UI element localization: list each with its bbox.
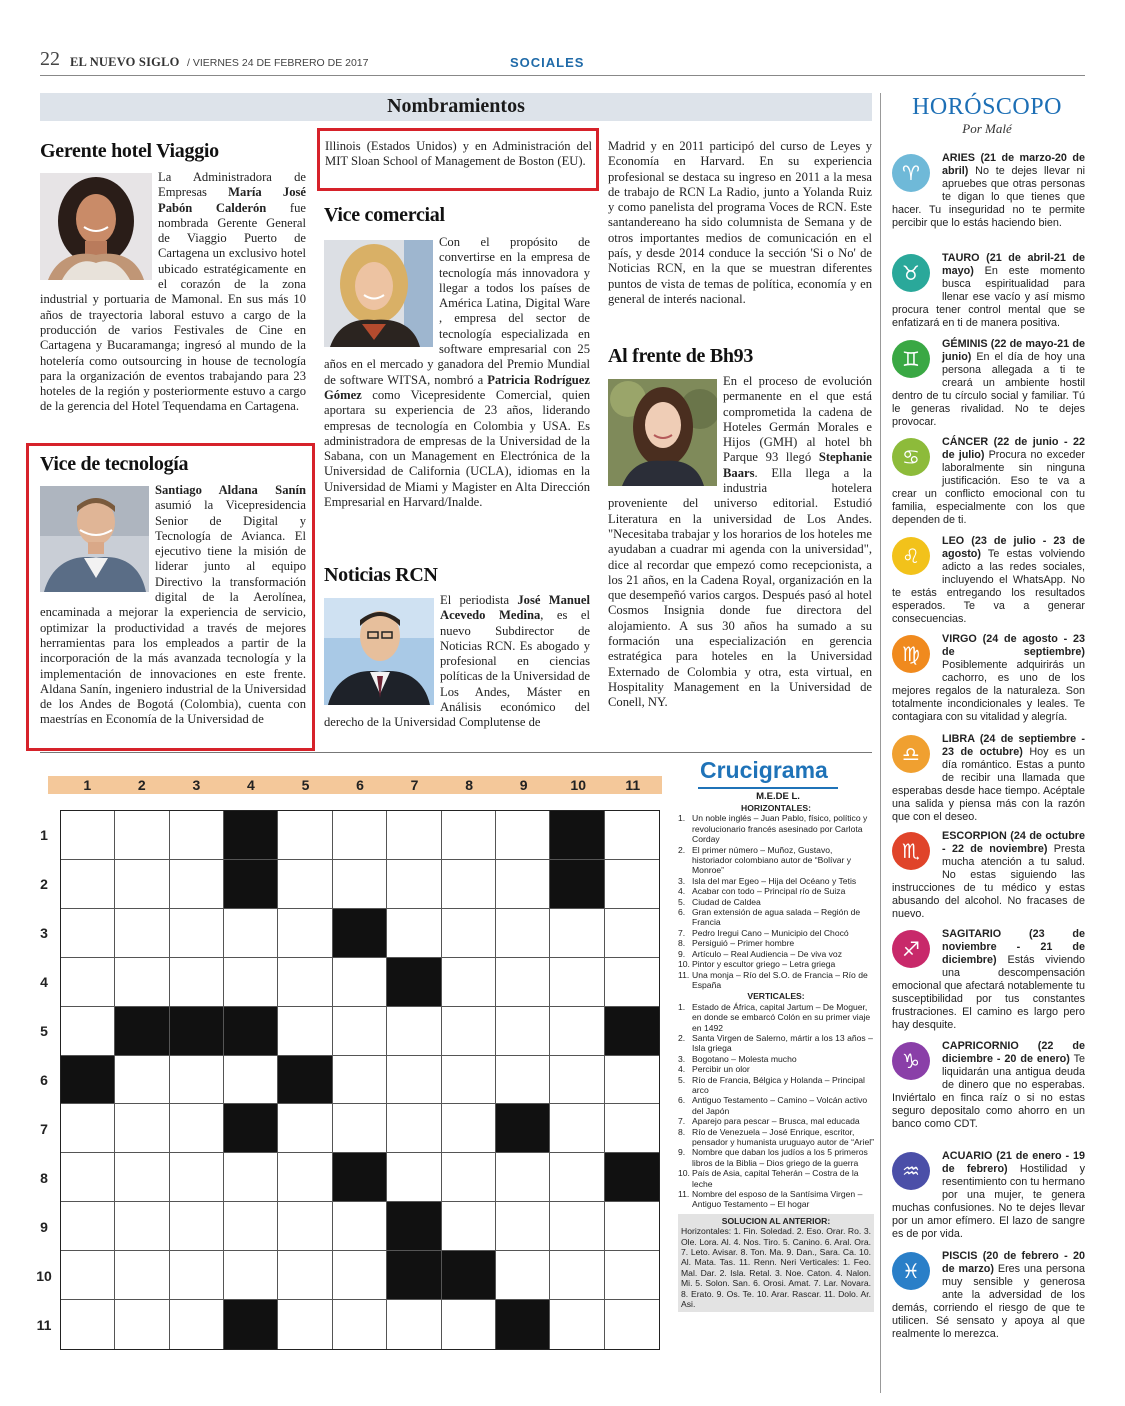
crossword-cell[interactable] — [496, 1251, 550, 1300]
crossword-cell[interactable] — [61, 1104, 115, 1153]
crossword-cell[interactable] — [442, 1104, 496, 1153]
crossword-cell[interactable] — [278, 811, 332, 860]
section-banner-title: Nombramientos — [387, 95, 525, 117]
crossword-clue — [678, 907, 874, 928]
crossword-cell[interactable] — [605, 811, 659, 860]
crossword-cell[interactable] — [605, 909, 659, 958]
clue-text: Persiguió – Primer hombre — [692, 938, 795, 949]
crossword-row-number: 8 — [40, 1170, 48, 1187]
crossword-cell[interactable] — [442, 1153, 496, 1202]
crossword-column-number: 4 — [247, 777, 255, 793]
crossword-cell[interactable] — [224, 1251, 278, 1300]
crossword-row-number: 9 — [40, 1219, 48, 1236]
issue-date: / VIERNES 24 DE FEBRERO DE 2017 — [187, 57, 369, 69]
crossword-cell[interactable] — [115, 958, 169, 1007]
crossword-row-number: 10 — [36, 1268, 52, 1285]
article-body: En el proceso de evolución permanente en el que está comprometida la cadena de Hoteles Germán Morales e Hijos (GMH) al hotel bh Parque 93 llegó Stephanie Baars. Ella llega a la industria hotelera proveniente del universo editorial. Estudió Literatura en la universidad de Los Andes. "Necesitaba trabajar y los horarios de los hoteles me ayudaban a cuadrar mi agenda con la universidad", dice al recordar que empezó como recepcionista, a los 21 años, en la Cadena Royal, organización en la que desempeñó varios cargos. Después pasó al hotel Cosmos Insignia donde fue directora del alojamiento. A sus 30 años ha sumado a su formación una especialización en gerencia estratégica para hoteles en la Universidad Externado de Colombia y otra, esta virtual, en Hospitality Management en la Universidad de Conell, NY. — [608, 374, 872, 710]
crossword-cell[interactable] — [387, 1153, 441, 1202]
crossword-cell[interactable] — [61, 1007, 115, 1056]
crossword-cell[interactable] — [333, 1007, 387, 1056]
crossword-cell[interactable] — [115, 1153, 169, 1202]
clues-vertical-title: VERTICALES: — [747, 991, 805, 1002]
crossword-cell[interactable] — [170, 1056, 224, 1105]
solution-box — [678, 1214, 874, 1312]
crossword-cell[interactable] — [605, 1056, 659, 1105]
crossword-clue — [678, 1189, 874, 1210]
article-heading: Vice de tecnología — [40, 453, 189, 475]
crossword-cell[interactable] — [605, 1300, 659, 1349]
clue-number: 10. — [678, 1168, 690, 1179]
crossword-cell[interactable] — [496, 1202, 550, 1251]
crossword-cell[interactable] — [550, 1056, 604, 1105]
crossword-column-number: 11 — [625, 777, 641, 793]
clue-text: Isla del mar Egeo – Hija del Océano y Tetis — [692, 875, 857, 886]
crossword-clue — [678, 1075, 874, 1096]
section-rule — [40, 752, 872, 753]
crossword-cell[interactable] — [442, 958, 496, 1007]
crossword-cell[interactable] — [550, 1104, 604, 1153]
newspaper-name: EL NUEVO SIGLO — [70, 55, 180, 69]
gemini-icon: ♊ — [892, 340, 930, 378]
crossword-cell[interactable] — [442, 811, 496, 860]
clue-number: 10. — [678, 959, 690, 970]
crossword-row-numbers — [30, 810, 58, 1350]
crossword-clue — [678, 938, 874, 948]
crossword-black-cell — [387, 1251, 441, 1300]
horoscope-entry: ACUARIO (21 de enero - 19 de febrero) Hostilidad y resentimiento con tu hermano por una mujer, te genera muchas confusiones. No te dejes llevar por un amor efímero. El lazo de sangre es de por vida. — [892, 1150, 1085, 1240]
crossword-cell[interactable] — [170, 1251, 224, 1300]
clue-text: Antiguo Testamento – Camino – Volcán activo del Japón — [692, 1095, 868, 1116]
clue-text: Río de Francia, Bélgica y Holanda – Principal arco — [692, 1074, 865, 1095]
horoscope-entry: PISCIS (20 de febrero - 20 de marzo) Eres una persona muy sensible y generosa ante la adversidad de los demás, corriendo el riesgo de que te utilicen. Sé sensato y apoya al que realmente lo merezca. — [892, 1250, 1085, 1340]
clues-horizontal-title: HORIZONTALES: — [740, 803, 812, 813]
crossword-black-cell — [278, 1056, 332, 1105]
crossword-cell[interactable] — [278, 1153, 332, 1202]
clue-text: Nombre que daban los judíos a los 5 primeros libros de la Biblia – Dios griego de la guerra — [692, 1147, 868, 1168]
horoscope-byline: Por Malé — [962, 121, 1012, 136]
clue-number: 6. — [678, 1095, 686, 1106]
article-continuation: Illinois (Estados Unidos) y en Administración del MIT Sloan School of Management de Boston (EU). — [325, 139, 592, 169]
sagittarius-icon: ♐ — [892, 930, 930, 968]
crossword-cell[interactable] — [170, 811, 224, 860]
crossword-cell[interactable] — [224, 1056, 278, 1105]
crossword-cell[interactable] — [278, 1104, 332, 1153]
clue-number: 7. — [678, 1116, 686, 1127]
clue-text: Ciudad de Caldea — [692, 896, 761, 907]
crossword-column-number: 8 — [465, 777, 473, 793]
crossword-cell[interactable] — [278, 1007, 332, 1056]
article-heading: Vice comercial — [324, 204, 445, 226]
crossword-column-number: 5 — [301, 777, 310, 793]
crossword-cell[interactable] — [387, 811, 441, 860]
clue-text: Acabar con todo – Principal río de Suiza — [692, 886, 846, 897]
clue-number: 3. — [678, 875, 686, 886]
crossword-column-number: 3 — [192, 777, 201, 793]
crossword-cell[interactable] — [333, 1056, 387, 1105]
crossword-cell[interactable] — [224, 1202, 278, 1251]
crossword-clue — [678, 1033, 874, 1054]
clue-number: 11. — [678, 969, 690, 980]
crossword-cell[interactable] — [333, 1202, 387, 1251]
crossword-row-number: 3 — [40, 924, 48, 941]
crossword-cell[interactable] — [496, 958, 550, 1007]
clue-text: Río de Venezuela – José Enrique, escritor, pensador y humanista uruguayo autor de “Ariel” — [692, 1126, 875, 1147]
horoscope-title: HORÓSCOPO — [912, 94, 1062, 120]
crossword-clue — [678, 845, 874, 876]
crossword-cell[interactable] — [278, 909, 332, 958]
crossword-cell[interactable] — [115, 1300, 169, 1349]
clue-text: País de Asia, capital Teherán – Costra de la leche — [692, 1168, 859, 1189]
horoscope-entry: GÉMINIS (22 de mayo-21 de junio) En el día de hoy una persona allegada a ti te creará un ambiente hostil dentro de tu círculo social y familiar. Tú le generas rivalidad. No te dejes provocar. — [892, 338, 1085, 428]
crossword-cell[interactable] — [170, 860, 224, 909]
crossword-cell[interactable] — [550, 1153, 604, 1202]
crossword-cell[interactable] — [387, 1300, 441, 1349]
crossword-author: M.E.DE L. — [756, 791, 800, 802]
crossword-cell[interactable] — [61, 1251, 115, 1300]
clue-number: 11. — [678, 1189, 690, 1200]
crossword-cell[interactable] — [115, 1104, 169, 1153]
article-continuation: Madrid y en 2011 participó del curso de Leyes y Economía en Harvard. En su experiencia profesional se destaca su ingreso en 2011 a la mesa de trabajo de RCN La Radio, junto a Yolanda Ruiz y como panelista del programa Voces de RCN. Este santandereano ha sido columnista de Semana y de otros importantes medios de comunicación en el país, y desde 2014 conduce la sección 'Si o No' de Noticias RCN, en la que se muestran diferentes puntos de vista de temas de política, economía y en general de interés nacional. — [608, 139, 872, 306]
article-body: Santiago Aldana Sanín asumió la Vicepresidencia Senior de Digital y Tecnología de Avianca. El ejecutivo tiene la misión de liderar junto al equipo Directivo la transformación digital de la Aerolínea, encaminada a mejorar la experiencia de servicio, optimizar la productividad a través de mejores herramientas para los empleados a partir de la incorporación de la más avanzada tecnología y la implementación de innovaciones en este frente. Aldana Sanín, ingeniero industrial de la Universidad de los Andes de Bogotá (Colombia), cuenta con maestrías en Economía de la Universidad de — [40, 483, 306, 727]
crossword-cell[interactable] — [61, 811, 115, 860]
crossword-black-cell — [605, 1153, 659, 1202]
clue-number: 4. — [678, 886, 686, 897]
crossword-cell[interactable] — [224, 909, 278, 958]
crossword-cell[interactable] — [278, 1251, 332, 1300]
crossword-cell[interactable] — [442, 1007, 496, 1056]
solution-text: Horizontales: 1. Fin. Soledad. 2. Eso. Orar. Ro. 3. Ole. Lora. Al. 4. Nos. Tiro. 5. Canino. 6. Aral. Ora. 7. Leto. Avisar. 8. Ton. Ma. 9. Dan., Sara. Ca. 10. Al. Mata. Tas. 11. Renn. Neri Verticales: 1. Feo. Mal. Dar. 2. Isla. Retal. 3. Noe. Caton. 4. Nalon. Mi. 5. Solon. San. 6. Orosi. Amat. 7. Lar. Novara. 8. Erato. 9. Os. Te. 10. Arar. Rascar. 11. Dolo. Ar. Asi. — [681, 1226, 871, 1310]
crossword-cell[interactable] — [387, 1104, 441, 1153]
crossword-black-cell — [333, 909, 387, 958]
clue-text: Artículo – Real Audiencia – De viva voz — [692, 948, 842, 959]
clue-number: 2. — [678, 1032, 686, 1043]
page-number: 22 — [40, 48, 60, 70]
crossword-cell[interactable] — [278, 1300, 332, 1349]
crossword-clue — [678, 1002, 874, 1033]
crossword-black-cell — [61, 1056, 115, 1105]
crossword-clue — [678, 1116, 874, 1126]
crossword-cell[interactable] — [333, 1300, 387, 1349]
horoscope-entry: CAPRICORNIO (22 de diciembre - 20 de enero) Te liquidarán una antigua deuda de dinero que no esperabas. Inviértalo en finca raíz o si no estas seguro depositalo como ahorro en un banco como CDT. — [892, 1040, 1085, 1130]
crossword-cell[interactable] — [278, 1202, 332, 1251]
crossword-cell[interactable] — [170, 1104, 224, 1153]
crossword-cell[interactable] — [442, 909, 496, 958]
crossword-clue — [678, 876, 874, 886]
crossword-cell[interactable] — [496, 860, 550, 909]
crossword-row-number: 2 — [40, 875, 48, 892]
crossword-cell[interactable] — [115, 1251, 169, 1300]
pisces-icon: ♓ — [892, 1252, 930, 1290]
clue-number: 8. — [678, 938, 686, 949]
crossword-cell[interactable] — [496, 1007, 550, 1056]
clue-number: 9. — [678, 948, 686, 959]
crossword-cell[interactable] — [170, 1202, 224, 1251]
article-heading: Al frente de Bh93 — [608, 345, 754, 367]
crossword-cell[interactable] — [605, 1251, 659, 1300]
crossword-cell[interactable] — [550, 1007, 604, 1056]
crossword-clue — [678, 1064, 874, 1074]
article-body: El periodista José Manuel Acevedo Medina, es el nuevo Subdirector de Noticias RCN. Es abogado y profesional en ciencias políticas de la Universidad de Los Andes, Máster en Análisis económico del derecho de la Universidad Complutense de — [324, 593, 590, 730]
crossword-cell[interactable] — [333, 958, 387, 1007]
clue-text: Santa Virgen de Salerno, mártir a los 13 años – Isla griega — [692, 1032, 873, 1054]
crossword-black-cell — [442, 1251, 496, 1300]
crossword-cell[interactable] — [61, 1202, 115, 1251]
horoscope-entry: SAGITARIO (23 de noviembre - 21 de diciembre) Estás viviendo una descompensación emocional que afectará notablemente tu susceptibilidad por tus constantes frustraciones. El camino es largo pero hay desquite. — [892, 928, 1085, 1031]
clue-text: Aparejo para pescar – Brusca, mal educada — [692, 1116, 860, 1127]
taurus-icon: ♉ — [892, 254, 930, 292]
crossword-clue — [678, 897, 874, 907]
crossword-clue — [678, 1168, 874, 1189]
crossword-title-underline — [698, 787, 838, 789]
crossword-column-number: 9 — [519, 777, 528, 793]
crossword-cell[interactable] — [170, 1300, 224, 1349]
crossword-black-cell — [333, 1153, 387, 1202]
clue-number: 7. — [678, 927, 686, 938]
crossword-row-number: 11 — [36, 1317, 52, 1334]
clue-number: 5. — [678, 1074, 686, 1085]
crossword-clue — [678, 813, 874, 844]
clue-text: El primer número – Muñoz, Gustavo, historiador colombiano autor de “Bolívar y Monroe” — [692, 844, 852, 876]
crossword-black-cell — [605, 1007, 659, 1056]
horoscope-entry: LEO (23 de julio - 23 de agosto) Te estas volviendo adicto a las redes sociales, incluyendo el WhatsApp. No te estás entregando los resultados esperados. Te va a generar consecuencias. — [892, 535, 1085, 625]
crossword-cell[interactable] — [550, 1202, 604, 1251]
article-heading: Noticias RCN — [324, 564, 438, 586]
crossword-black-cell — [224, 1300, 278, 1349]
aquarius-icon: ♒ — [892, 1152, 930, 1190]
clue-text: Bogotano – Molesta mucho — [692, 1053, 797, 1064]
crossword-cell[interactable] — [550, 958, 604, 1007]
crossword-cell[interactable] — [550, 909, 604, 958]
crossword-cell[interactable] — [170, 958, 224, 1007]
clue-number: 9. — [678, 1147, 686, 1158]
scorpio-icon: ♏ — [892, 832, 930, 870]
article-body: La Administradora de Empresas María José Pabón Calderón fue nombrada Gerente General de Viaggio Puerto de Cartagena un exclusivo hotel ubicado estratégicamente en el corazón de la zona industrial y portuaria de Mamonal. En sus más 10 años de trayectoria laboral estuvo a cargo de la producción de varios Festivales de Cine en Cartagena y Bucaramanga; ingresó al mundo de la hotelería como outsourcing in house de tecnología para la organización de eventos trabajando para 23 hoteles de la región y posteriormente estuvo a cargo de la gerencia del Hotel Tequendama en Cartagena. — [40, 170, 306, 414]
crossword-cell[interactable] — [550, 1300, 604, 1349]
crossword-cell[interactable] — [224, 1153, 278, 1202]
crossword-cell[interactable] — [496, 1153, 550, 1202]
crossword-cell[interactable] — [61, 1153, 115, 1202]
crossword-cell[interactable] — [605, 1202, 659, 1251]
crossword-black-cell — [224, 811, 278, 860]
virgo-icon: ♍ — [892, 635, 930, 673]
crossword-row-number: 5 — [40, 1022, 48, 1039]
crossword-column-numbers — [60, 776, 660, 794]
crossword-cell[interactable] — [333, 860, 387, 909]
folio-rule — [40, 75, 1085, 76]
clue-number: 1. — [678, 813, 686, 824]
crossword-cell[interactable] — [61, 1300, 115, 1349]
crossword-black-cell — [496, 1300, 550, 1349]
crossword-row-number: 6 — [40, 1072, 48, 1089]
crossword-black-cell — [115, 1007, 169, 1056]
crossword-cell[interactable] — [387, 1056, 441, 1105]
crossword-black-cell — [224, 1104, 278, 1153]
crossword-cell[interactable] — [278, 958, 332, 1007]
crossword-cell[interactable] — [387, 1007, 441, 1056]
crossword-cell[interactable] — [605, 860, 659, 909]
leo-icon: ♌ — [892, 537, 930, 575]
crossword-cell[interactable] — [61, 909, 115, 958]
clue-text: Gran extensión de agua salada – Región de Francia — [692, 907, 861, 928]
crossword-cell[interactable] — [496, 909, 550, 958]
section-name: SOCIALES — [510, 55, 585, 70]
crossword-cell[interactable] — [170, 909, 224, 958]
clue-number: 4. — [678, 1064, 686, 1075]
libra-icon: ♎ — [892, 735, 930, 773]
crossword-cell[interactable] — [605, 958, 659, 1007]
crossword-cell[interactable] — [442, 860, 496, 909]
crossword-cell[interactable] — [61, 958, 115, 1007]
crossword-cell[interactable] — [496, 811, 550, 860]
crossword-black-cell — [550, 811, 604, 860]
crossword-clue — [678, 959, 874, 969]
crossword-black-cell — [387, 1202, 441, 1251]
clue-text: Pintor y escultor griego – Letra griega — [692, 959, 836, 970]
clue-number: 5. — [678, 896, 686, 907]
crossword-clue — [678, 928, 874, 938]
clue-text: Un noble inglés – Juan Pablo, físico, político y revolucionario francés asesinado por Carlota Corday — [692, 813, 868, 845]
crossword-title: Crucigrama — [700, 757, 828, 783]
clue-text: Una monja – Río del S.O. de Francia – Río de España — [692, 969, 868, 990]
aries-icon: ♈ — [892, 154, 930, 192]
crossword-column-number: 7 — [410, 777, 419, 793]
crossword-cell[interactable] — [115, 860, 169, 909]
crossword-cell[interactable] — [115, 909, 169, 958]
column-divider-right — [880, 93, 881, 1393]
crossword-column-number: 1 — [83, 777, 92, 793]
crossword-clues — [678, 803, 874, 1312]
crossword-cell[interactable] — [442, 1300, 496, 1349]
clue-text: Nombre del esposo de la Santísima Virgen – Antiguo Testamento – El hogar — [692, 1189, 863, 1210]
crossword-cell[interactable] — [115, 1056, 169, 1105]
crossword-black-cell — [496, 1104, 550, 1153]
crossword-clue — [678, 1095, 874, 1116]
crossword-grid[interactable] — [60, 810, 660, 1350]
crossword-cell[interactable] — [170, 1153, 224, 1202]
crossword-cell[interactable] — [605, 1104, 659, 1153]
crossword-cell[interactable] — [224, 958, 278, 1007]
crossword-cell[interactable] — [333, 811, 387, 860]
crossword-clue — [678, 970, 874, 991]
crossword-cell[interactable] — [333, 1251, 387, 1300]
crossword-clue — [678, 1147, 874, 1168]
crossword-cell[interactable] — [496, 1056, 550, 1105]
horoscope-entry: LIBRA (24 de septiembre - 23 de octubre) Hoy es un día romántico. Estas a punto de recibir una llamada que esperabas desde hace tiempo. Acéptale una salida y piensa más con la razón que con el deseo. — [892, 733, 1085, 823]
clue-text: Pedro Iregui Cano – Municipio del Chocó — [692, 927, 849, 938]
clues-vertical-list — [678, 1002, 874, 1210]
crossword-clue — [678, 886, 874, 896]
crossword-cell[interactable] — [115, 1202, 169, 1251]
crossword-cell[interactable] — [333, 1104, 387, 1153]
clue-number: 3. — [678, 1053, 686, 1064]
clue-number: 6. — [678, 907, 686, 918]
crossword-row-number: 1 — [40, 826, 48, 843]
crossword-clue — [678, 1054, 874, 1064]
article-body: Con el propósito de convertirse en la empresa de tecnología más innovadora y llegar a todos los países de América Latina, Digital Ware , empresa del sector de tecnología especializada en software empresarial con 25 años en el mercado y ganadora del Premio Mundial de software WITSA, nombró a Patricia Rodríguez Gómez como Vicepresidente Comercial, quien aportara su experiencia de 23 años, liderando empresas de tecnología en Colombia y USA. Es administradora de empresas de la Universidad de la Sabana, con un Management en Electrónica de la Universidad de California (UCLA), idiomas en la Universidad de Miami y Magister en Alta Dirección Empresarial en Harvard/Inalde. — [324, 235, 590, 510]
crossword-cell[interactable] — [442, 1056, 496, 1105]
clue-number: 2. — [678, 844, 686, 855]
horoscope-entry: TAURO (21 de abril-21 de mayo) En este momento busca espiritualidad para llenar ese vacío y así mismo procura tener control mental que se enfatizará en ti de manera positiva. — [892, 252, 1085, 329]
crossword-column-number: 6 — [356, 777, 364, 793]
crossword-cell[interactable] — [387, 909, 441, 958]
capricorn-icon: ♑ — [892, 1042, 930, 1080]
crossword-black-cell — [224, 860, 278, 909]
clue-text: Estado de África, capital Jartum – De Moguer, en donde se embarcó Colón en su primer viaje en 1492 — [692, 1001, 871, 1033]
article-heading: Gerente hotel Viaggio — [40, 140, 219, 162]
crossword-column-number: 10 — [570, 777, 586, 793]
crossword-cell[interactable] — [115, 811, 169, 860]
solution-title: SOLUCION AL ANTERIOR: — [721, 1215, 831, 1226]
clue-number: 1. — [678, 1001, 686, 1012]
crossword-black-cell — [550, 860, 604, 909]
crossword-row-number: 4 — [40, 973, 48, 990]
crossword-cell[interactable] — [278, 860, 332, 909]
clue-text: Percibir un olor — [692, 1064, 750, 1075]
horoscope-entry: ESCORPION (24 de octubre - 22 de noviembre) Presta mucha atención a tu salud. No estas siguiendo las instrucciones de tu médico y estas abusando del alcohol. No fracases de nuevo. — [892, 830, 1085, 920]
crossword-cell[interactable] — [550, 1251, 604, 1300]
crossword-clue — [678, 949, 874, 959]
clues-horizontal-list — [678, 813, 874, 990]
clue-number: 8. — [678, 1126, 686, 1137]
crossword-cell[interactable] — [61, 860, 115, 909]
crossword-cell[interactable] — [387, 860, 441, 909]
crossword-cell[interactable] — [442, 1202, 496, 1251]
horoscope-entry: CÁNCER (22 de junio - 22 de julio) Procura no exceder laboralmente sin ninguna justificación. Eso te va a crear un conflicto emocional con tu familia, especialmente con los que dependen de ti. — [892, 436, 1085, 526]
crossword-black-cell — [170, 1007, 224, 1056]
crossword-clue — [678, 1127, 874, 1148]
horoscope-entry: VIRGO (24 de agosto - 23 de septiembre) Posiblemente adquirirás un cachorro, es uno de los mejores regalos de la naturaleza. Son totalmente incondicionales y leales. Te contagiara con su vitalidad y alegría. — [892, 633, 1085, 723]
crossword-row-number: 7 — [40, 1121, 48, 1138]
crossword-column-number: 2 — [137, 777, 146, 793]
crossword-black-cell — [387, 958, 441, 1007]
cancer-icon: ♋ — [892, 438, 930, 476]
horoscope-entry: ARIES (21 de marzo-20 de abril) No te dejes llevar ni apruebes que otras personas te digan lo que tienes que hacer. Tu inseguridad no te permite percibir que lo estás haciendo bien. — [892, 152, 1085, 229]
crossword-black-cell — [224, 1007, 278, 1056]
